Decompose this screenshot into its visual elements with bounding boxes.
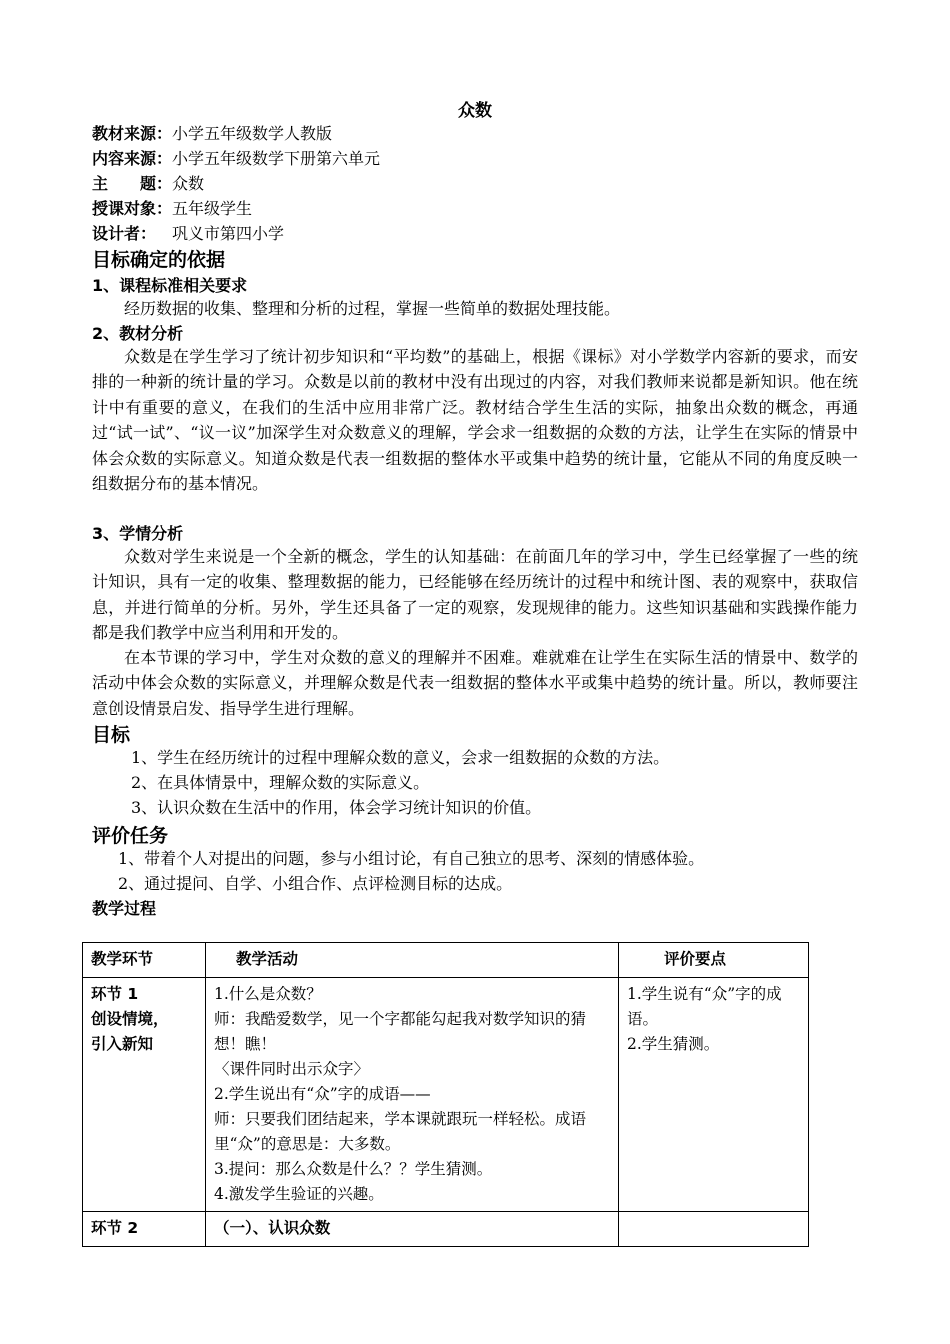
activity-line: 4.激发学生验证的兴趣。 [214,1185,384,1203]
activity-line: 1.什么是众数？ [214,985,322,1003]
column-header-stage: 教学环节 [83,943,206,978]
paragraph-textbook-analysis: 众数是在学生学习了统计初步知识和“平均数”的基础上，根据《课标》对小学数学内容新的要求，而安排的一种新的统计量的学习。众数是以前的教材中没有出现过的内容，对我们教师来说都是新知识。他在统计中有重要的意义，在我们的生活中应用非常广泛。教材结合学生生活的实际，抽象出众数的概念，再通过“试一试”、“议一议”加深学生对众数意义的理解，学会求一组数据的众数的方法，让学生在实际的情景中体会众数的实际意义。知道众数是代表一组数据的整体水平或集中趋势的统计量，它能从不同的角度反映一组数据分布的基本情况。 [92,347,858,494]
goal-item: 1、学生在经历统计的过程中理解众数的意义，会求一组数据的众数的方法。 [131,748,670,767]
table-header-row [83,943,809,978]
section-heading-goals: 目标 [92,724,131,746]
subheading-learner-analysis: 3、学情分析 [92,524,184,543]
evaluation-cell [619,1212,809,1247]
goal-item: 2、在具体情景中，理解众数的实际意义。 [131,773,430,792]
stage-label: 引入新知 [91,1035,154,1053]
table-row [83,1212,809,1247]
meta-value: 巩义市第四小学 [156,224,285,243]
stage-label: 创设情境， [91,1010,169,1028]
activity-cell [206,1212,619,1247]
section-heading-evaluation: 评价任务 [92,825,169,847]
activity-line: 3.提问：那么众数是什么？？学生猜测。 [214,1160,493,1178]
activity-line: （一）、认识众数 [214,1219,331,1237]
meta-textbook-source [92,121,332,146]
meta-topic [92,171,204,196]
activity-line: 2.学生说出有“众”字的成语—— [214,1085,431,1103]
meta-audience [92,196,252,221]
section-heading-basis: 目标确定的依据 [92,249,226,271]
document-title: 众数 [458,101,492,121]
evaluation-item: 1、带着个人对提出的问题，参与小组讨论，有自己独立的思考、深刻的情感体验。 [118,849,705,868]
meta-value: 众数 [172,174,205,193]
evaluation-item: 2、通过提问、自学、小组合作、点评检测目标的达成。 [118,874,513,893]
evaluation-line: 2.学生猜测。 [627,1035,720,1053]
meta-value: 小学五年级数学下册第六单元 [172,149,381,168]
paragraph-learner-analysis-b: 在本节课的学习中，学生对众数的意义的理解并不困难。难就难在让学生在实际生活的情景中、数学的活动中体会众数的实际意义，并理解众数是代表一组数据的整体水平或集中趋势的统计量。所以，教师要注意创设情景启发、指导学生进行理解。 [92,648,858,718]
meta-value: 五年级学生 [172,199,253,218]
column-header-evaluation: 评价要点 [619,943,809,978]
column-header-activity: 教学活动 [206,943,619,978]
activity-line: 〈课件同时出示众字〉 [214,1060,370,1078]
stage-label: 环节 2 [91,1219,139,1237]
activity-cell [206,978,619,1212]
section-heading-process: 教学过程 [92,899,157,918]
meta-value: 小学五年级数学人教版 [172,124,333,143]
activity-line: 师：只要我们团结起来，学本课就跟玩一样轻松。成语里“众”的意思是：大多数。 [214,1110,587,1153]
meta-key: 授课对象： [92,199,173,218]
stage-label: 环节 1 [91,985,139,1003]
paragraph-curriculum: 经历数据的收集、整理和分析的过程，掌握一些简单的数据处理技能。 [124,299,621,318]
meta-key: 教材来源： [92,124,173,143]
meta-key: 主 题： [92,174,173,193]
evaluation-cell [619,978,809,1212]
meta-key: 内容来源： [92,149,173,168]
subheading-textbook-analysis: 2、教材分析 [92,324,184,343]
stage-cell [83,978,206,1212]
evaluation-line: 1.学生说有“众”字的成语。 [627,985,782,1028]
subheading-curriculum: 1、课程标准相关要求 [92,276,248,295]
meta-designer [92,221,284,246]
meta-key: 设计者： [92,224,157,243]
paragraph-learner-analysis-a: 众数对学生来说是一个全新的概念，学生的认知基础：在前面几年的学习中，学生已经掌握了一些的统计知识，具有一定的收集、整理数据的能力，已经能够在经历统计的过程中和统计图、表的观察中，获取信息，并进行简单的分析。另外，学生还具备了一定的观察，发现规律的能力。这些知识基础和实践操作能力都是我们教学中应当利用和开发的。 [92,547,858,643]
goal-item: 3、认识众数在生活中的作用，体会学习统计知识的价值。 [131,798,542,817]
teaching-process-table [82,942,809,1247]
table-row [83,978,809,1212]
activity-line: 师：我酷爱数学，见一个字都能勾起我对数学知识的猜想！瞧！ [214,1010,587,1053]
meta-content-source [92,146,380,171]
stage-cell [83,1212,206,1247]
